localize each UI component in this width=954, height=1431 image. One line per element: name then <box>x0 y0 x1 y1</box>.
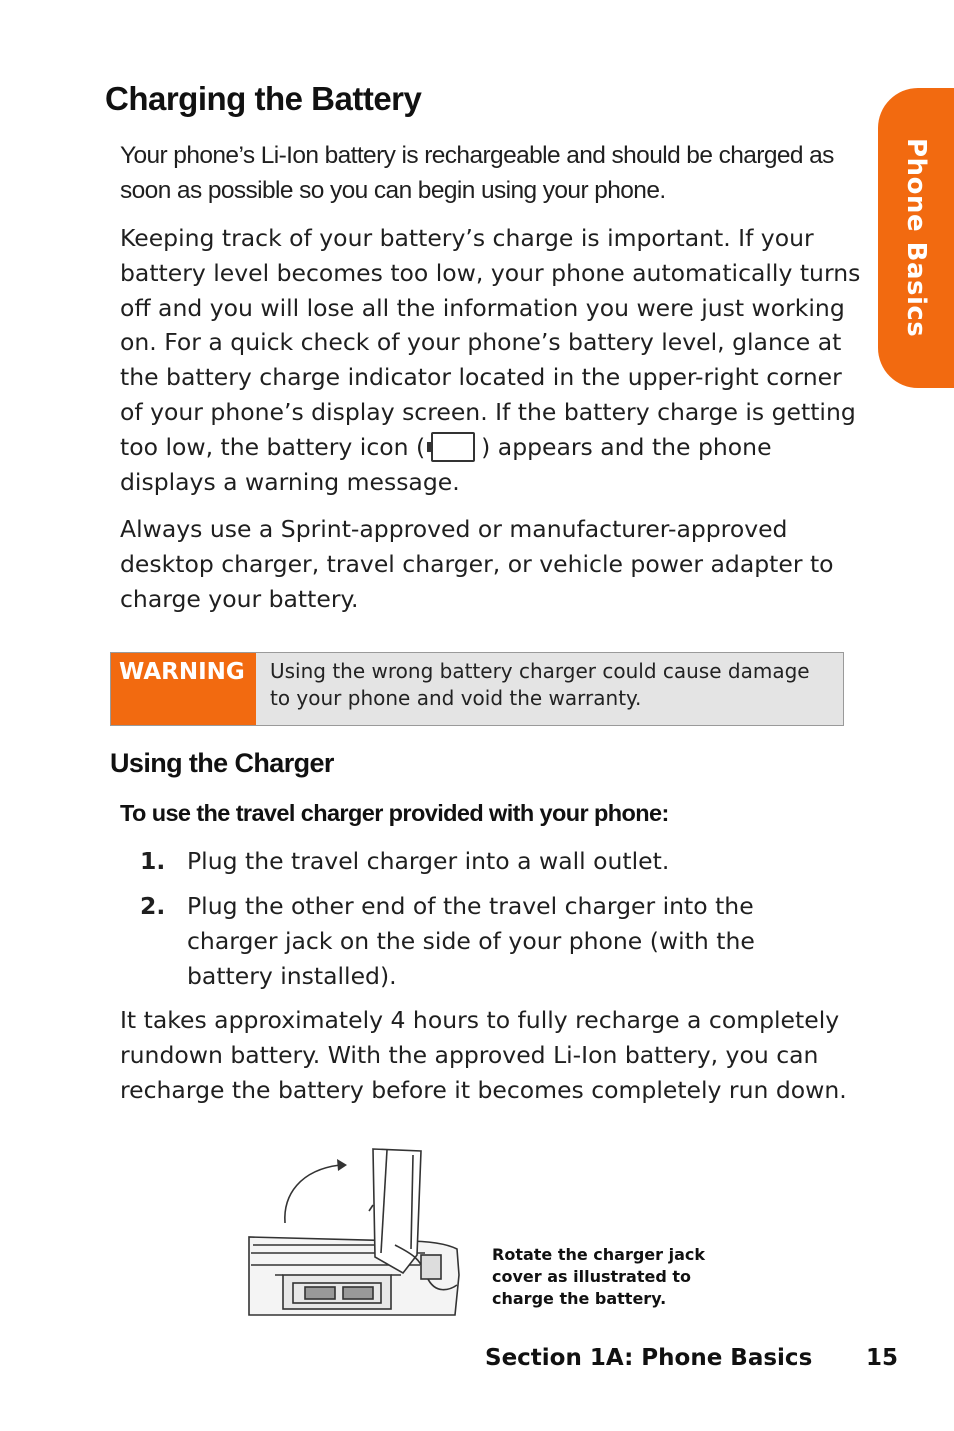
step-number: 2. <box>140 892 166 920</box>
step-text: Plug the other end of the travel charger into the charger jack on the side of your phone (with the battery installed). <box>187 892 755 990</box>
battery-tracking-text-part2: ) appears and the phone displays a warning message. <box>120 432 772 496</box>
charger-jack-illustration <box>245 1145 465 1320</box>
intro-paragraph: Your phone’s Li-Ion battery is rechargeable and should be charged as soon as possible so you can begin using your phone. <box>120 142 834 204</box>
list-item <box>140 844 840 879</box>
page-number: 15 <box>866 1345 899 1371</box>
section-side-tab-label-wrap <box>878 88 954 388</box>
battery-tracking-paragraph <box>120 221 865 499</box>
low-battery-icon <box>431 432 475 462</box>
battery-tracking-text-part1: Keeping track of your battery’s charge is important. If your battery level becomes too low, your phone automatically turns off and you will lose all the information you were just working on. For a quick check of your phone’s battery level, glance at the battery charge indicator located in the upper-right corner of your phone’s display screen. If the battery charge is getting too low, the battery icon ( <box>120 224 861 461</box>
warning-text: Using the wrong battery charger could cause damage to your phone and void the warranty. <box>256 653 843 725</box>
approved-charger-paragraph: Always use a Sprint-approved or manufacturer-approved desktop charger, travel charger, or vehicle power adapter to charge your battery. <box>120 515 834 613</box>
section-side-tab-label: Phone Basics <box>901 138 931 338</box>
warning-box <box>110 652 844 726</box>
step-text: Plug the travel charger into a wall outlet. <box>187 847 670 875</box>
step-number: 1. <box>140 847 166 875</box>
rotate-arrow-icon <box>285 1165 340 1223</box>
page-title: Charging the Battery <box>105 80 422 117</box>
footer-section-title: Section 1A: Phone Basics <box>485 1345 813 1371</box>
closing-paragraph: It takes approximately 4 hours to fully recharge a completely rundown battery. With the approved Li-Ion battery, you can recharge the battery before it becomes completely run down. <box>120 1006 847 1104</box>
figure-caption: Rotate the charger jack cover as illustrated to charge the battery. <box>492 1245 706 1308</box>
list-item <box>140 889 840 993</box>
section-subheading: Using the Charger <box>110 748 334 778</box>
procedure-intro: To use the travel charger provided with your phone: <box>120 800 669 826</box>
warning-label: WARNING <box>111 653 256 725</box>
